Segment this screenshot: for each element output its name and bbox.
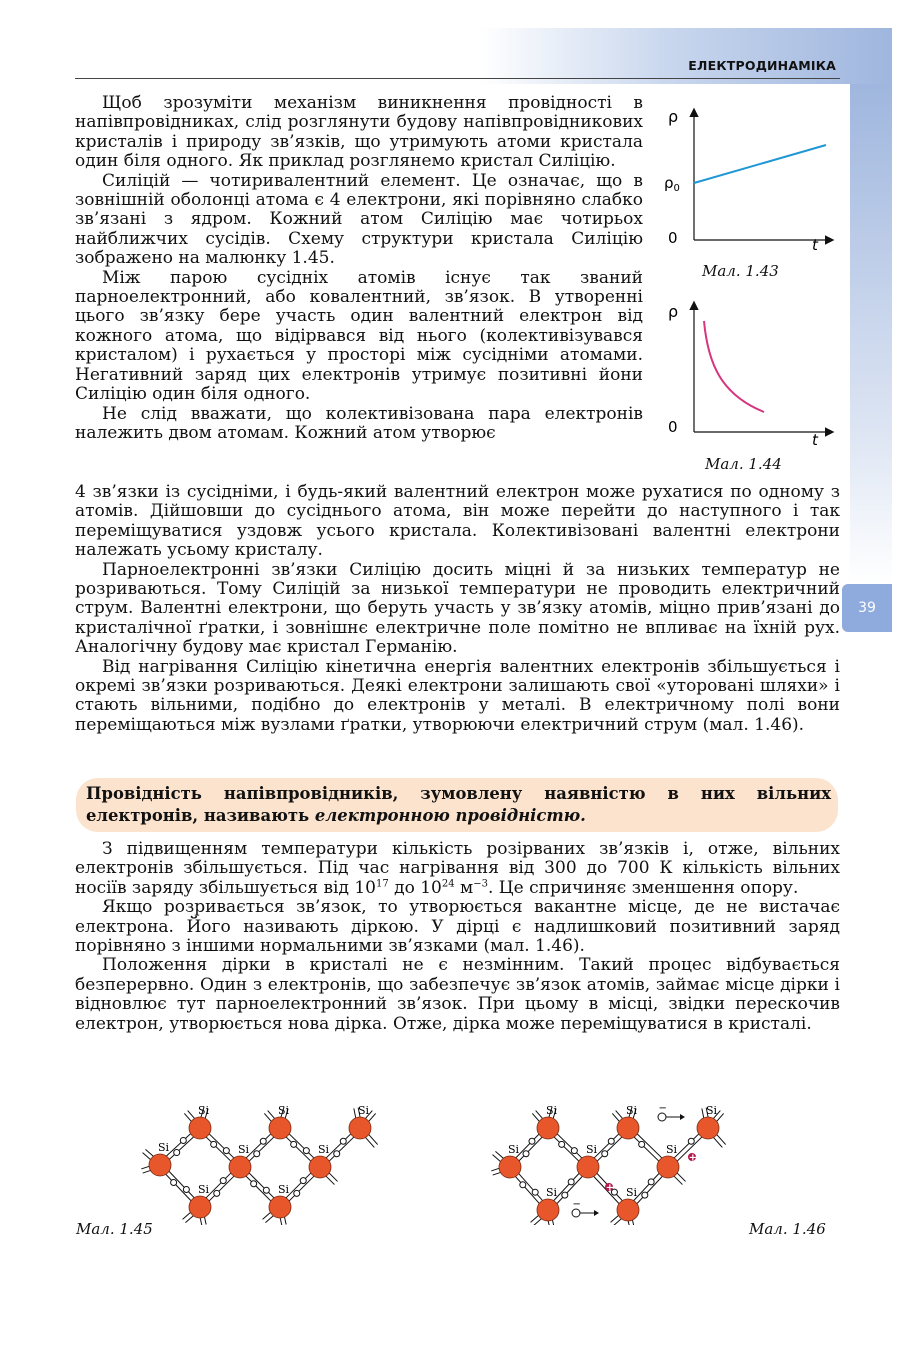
atom-label: Si — [198, 1183, 210, 1196]
exponent: 24 — [441, 878, 455, 890]
valence-electron — [254, 1151, 260, 1157]
free-electron — [658, 1113, 666, 1121]
definition-body: Провідність напівпровідників, зумовлену наявністю в них вільних електронів, називають — [86, 784, 831, 825]
caption-fig-1-44: Мал. 1.44 — [705, 455, 782, 473]
paragraph: Якщо розривається зв’язок, то утворюється вакантне місце, де не вистачає електрона. Його називають діркою. У дірці є надлишковий позитивний заряд порівняно з іншими нормальними зв’язками (мал. 1.46). — [75, 897, 840, 957]
origin-label: 0 — [668, 418, 678, 436]
valence-electron — [211, 1141, 217, 1147]
atom-label: Si — [278, 1104, 290, 1117]
valence-electron — [559, 1141, 565, 1147]
valence-electron — [263, 1187, 269, 1193]
x-axis-label: t — [812, 431, 818, 449]
atom-label: Si — [358, 1104, 370, 1117]
atom-label: Si — [546, 1186, 558, 1199]
side-strip — [850, 84, 892, 584]
atom-label: Si — [626, 1104, 638, 1117]
valence-electron — [214, 1190, 220, 1196]
paragraph: Між парою сусідніх атомів існує так званий парноелектронний, або ковалентний, зв’язок. В утворенні цього зв’язку бере участь один валентний електрон від кожного атома, що відірвався від нього (колективізувався кристалом) і рухається у просторі між сусідніми атомами. Негативний заряд цих електронів утримує позитивні йони Силіцію один біля одного. — [75, 267, 643, 405]
hole-symbol: + — [605, 1182, 614, 1194]
column-text — [75, 94, 643, 443]
exponent: 17 — [375, 878, 389, 890]
page-number: 39 — [842, 584, 892, 632]
motion-arrowhead — [680, 1114, 685, 1120]
electron-symbol: − — [572, 1199, 581, 1210]
atom-label: Si — [666, 1143, 678, 1156]
valence-electron — [223, 1148, 229, 1154]
silicon-atom — [349, 1117, 371, 1139]
valence-electron — [294, 1190, 300, 1196]
valence-electron — [568, 1179, 574, 1185]
silicon-atom — [189, 1117, 211, 1139]
silicon-atom — [189, 1196, 211, 1218]
valence-electron — [174, 1150, 180, 1156]
valence-electron — [642, 1192, 648, 1198]
silicon-atom — [499, 1156, 521, 1178]
silicon-atom — [269, 1117, 291, 1139]
valence-electron — [334, 1151, 340, 1157]
atom-label: Si — [198, 1104, 210, 1117]
valence-electron — [251, 1181, 257, 1187]
paragraph: 4 зв’язки із сусідніми, і будь-який валентний електрон може рухатися по одному з атомів. Дійшовши до сусіднього атома, він може перейти до наступного і так переміщуватися уздовж усього кристала. Колективізовані валентні електрони належать усьому кристалу. — [75, 482, 840, 561]
header-rule — [75, 78, 840, 79]
valence-electron — [291, 1141, 297, 1147]
silicon-atom — [229, 1156, 251, 1178]
caption-fig-1-43: Мал. 1.43 — [702, 262, 779, 280]
valence-electron — [340, 1138, 346, 1144]
atom-label: Si — [238, 1143, 250, 1156]
electron-symbol: − — [658, 1103, 667, 1114]
atom-label: Si — [546, 1104, 558, 1117]
carrier-paragraph — [75, 840, 840, 898]
valence-electron — [260, 1138, 266, 1144]
silicon-atom — [617, 1199, 639, 1221]
full-text-2 — [75, 840, 840, 1034]
definition-text — [86, 783, 831, 826]
full-text-1 — [75, 483, 840, 735]
rho0-label — [664, 174, 680, 194]
carrier-text: . Це спричиняє зменшення опору. — [488, 877, 799, 898]
origin-label: 0 — [668, 229, 678, 247]
exponent: −3 — [473, 878, 488, 890]
silicon-atom — [657, 1156, 679, 1178]
valence-electron — [648, 1179, 654, 1185]
valence-electron — [532, 1189, 538, 1195]
valence-electron — [562, 1192, 568, 1198]
y-axis-label: ρ — [668, 107, 679, 126]
silicon-atom — [149, 1154, 171, 1176]
valence-electron — [303, 1148, 309, 1154]
valence-electron — [171, 1179, 177, 1185]
carrier-unit: м — [454, 877, 474, 898]
valence-electron — [639, 1141, 645, 1147]
valence-electron — [180, 1137, 186, 1143]
atom-label: Si — [158, 1141, 170, 1154]
figure-1-43 — [660, 100, 840, 260]
valence-electron — [220, 1178, 226, 1184]
valence-electron — [529, 1138, 535, 1144]
valence-electron — [602, 1151, 608, 1157]
paragraph: Парноелектронні зв’язки Силіцію досить міцні й за низьких температур не розриваються. Тому Силіцій за низької температури не проводить електричний струм. Валентні електрони, що беруть участь у зв’язку атомів, міцно прив’язані до кристалічної ґратки, і зовнішнє електричне поле помітно не впливає на їхній рух. Аналогічну будову має кристал Германію. — [75, 559, 840, 658]
valence-electron — [520, 1182, 526, 1188]
valence-electron — [608, 1138, 614, 1144]
silicon-atom — [269, 1196, 291, 1218]
silicon-atom — [577, 1156, 599, 1178]
carrier-text: до 10 — [388, 877, 442, 898]
valence-electron — [523, 1151, 529, 1157]
caption-fig-1-45: Мал. 1.45 — [76, 1220, 153, 1238]
valence-electron — [688, 1138, 694, 1144]
silicon-atom — [697, 1117, 719, 1139]
figure-1-46 — [490, 1095, 755, 1225]
rho0-subscript: 0 — [673, 183, 680, 194]
resistance-line — [694, 145, 826, 183]
paragraph: Не слід вважати, що колективізована пара електронів належить двом атомам. Кожний атом утворює — [75, 403, 643, 443]
rho0-symbol: ρ — [664, 174, 674, 192]
hole-symbol: + — [688, 1152, 697, 1164]
atom-label: Si — [508, 1143, 520, 1156]
carrier-text: З підвищенням температури кількість розірваних зв’язків і, отже, вільних електронів збільшується. Під час нагрівання від 300 до 700 К кількість вільних носіїв заряду збільшується від 10 — [75, 839, 840, 898]
x-axis-label: t — [812, 236, 818, 254]
resistance-curve — [704, 321, 764, 412]
header-band — [480, 28, 892, 84]
silicon-atom — [537, 1199, 559, 1221]
atom-label: Si — [278, 1183, 290, 1196]
caption-fig-1-46: Мал. 1.46 — [749, 1220, 826, 1238]
valence-electron — [300, 1178, 306, 1184]
valence-electron — [183, 1187, 189, 1193]
paragraph: Силіцій — чотиривалентний елемент. Це означає, що в зовнішній оболонці атома є 4 електрони, які порівняно слабко зв’язані з ядром. Кожний атом Силіцію має чотирьох найближчих сусідів. Схему структури кристала Силіцію зображено на малюнку 1.45. — [75, 170, 643, 269]
silicon-atom — [537, 1117, 559, 1139]
atom-label: Si — [626, 1186, 638, 1199]
section-title: ЕЛЕКТРОДИНАМІКА — [688, 58, 836, 73]
silicon-atom — [617, 1117, 639, 1139]
valence-electron — [571, 1148, 577, 1154]
atom-label: Si — [706, 1104, 718, 1117]
figure-1-45 — [135, 1095, 395, 1225]
atom-label: Si — [318, 1143, 330, 1156]
paragraph: Положення дірки в кристалі не є незмінним. Такий процес відбувається безперервно. Один з електронів, що забезпечує зв’язок атомів, займає місце дірки і відновлює тут парноелектронний зв’язок. При цьому в місці, звідки перескочив електрон, утворюється нова дірка. Отже, дірка може переміщуватися в кристалі. — [75, 955, 840, 1034]
motion-arrowhead — [594, 1210, 599, 1216]
figure-1-44 — [660, 295, 840, 455]
paragraph: Щоб зрозуміти механізм виникнення провідності в напівпровідниках, слід розглянути будову напівпровідникових кристалів і природу зв’язків, що утримують атоми кристала один біля одного. Як приклад розглянемо кристал Силіцію. — [75, 93, 643, 172]
silicon-atom — [309, 1156, 331, 1178]
y-axis-label: ρ — [668, 302, 679, 321]
atom-label: Si — [586, 1143, 598, 1156]
definition-term: електронною провідністю. — [314, 805, 586, 825]
paragraph: Від нагрівання Силіцію кінетична енергія валентних електронів збільшується і окремі зв’язки розриваються. Деякі електрони залишають свої «уторовані шляхи» і стають вільними, подібно до електронів у металі. В електричному полі вони переміщаються між вузлами ґратки, утворюючи електричний струм (мал. 1.46). — [75, 656, 840, 735]
free-electron — [572, 1209, 580, 1217]
